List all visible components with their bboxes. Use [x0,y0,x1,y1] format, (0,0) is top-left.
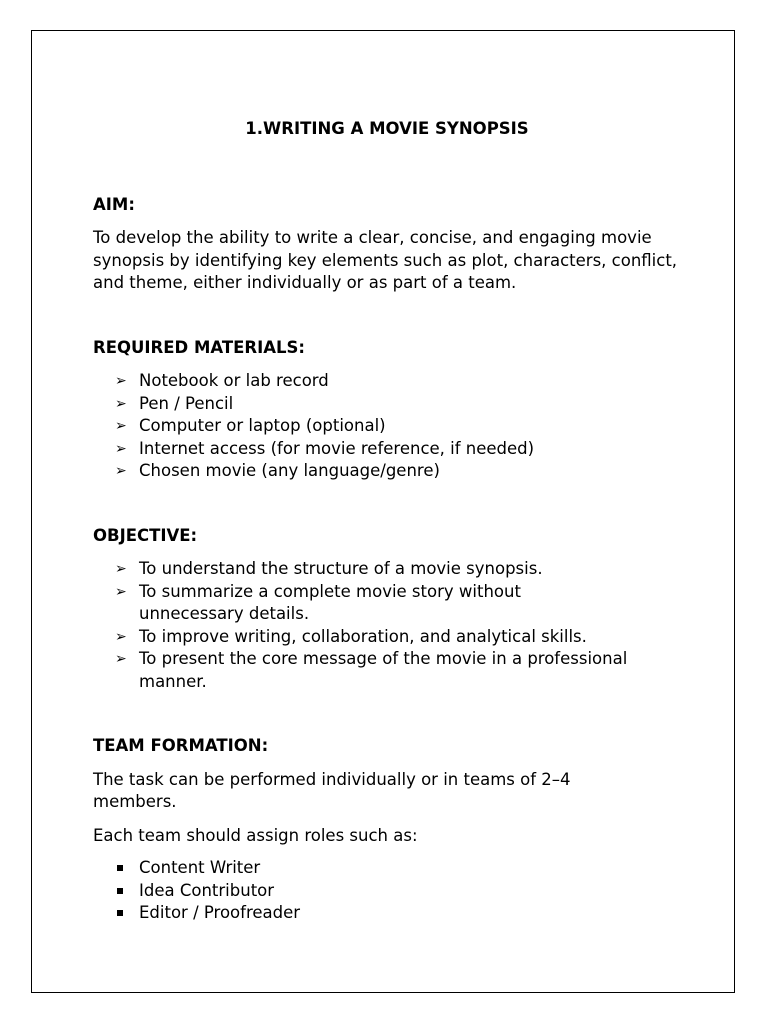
list-item-text: To improve writing, collaboration, and analytical skills. [139,626,587,646]
list-item [93,626,683,649]
list-item [93,857,693,880]
list-item [93,558,683,581]
aim-text: To develop the ability to write a clear, concise, and engaging movie synopsis by identifying key elements such as plot, characters, conflict, and theme, either individually or as part of a team. [93,228,678,292]
list-item [93,370,693,393]
arrow-bullet-icon: ➢ [115,440,127,457]
square-bullet-icon [117,888,123,894]
list-item-text: Idea Contributor [139,880,275,900]
list-item-text: Computer or laptop (optional) [139,416,386,435]
arrow-bullet-icon: ➢ [115,651,127,667]
team-roles-intro: Each team should assign roles such as: [93,825,418,845]
list-item-text: Internet access (for movie reference, if needed) [139,438,535,458]
list-item-text: Pen / Pencil [139,393,234,413]
list-item-text: Chosen movie (any language/genre) [139,461,440,480]
objective-heading: OBJECTIVE: [93,525,198,545]
arrow-bullet-icon: ➢ [115,583,127,600]
aim-heading: AIM: [93,194,135,214]
team-heading: TEAM FORMATION: [93,736,269,755]
list-item-text: To present the core message of the movie in a professional manner. [139,649,628,691]
list-item-text: Notebook or lab record [139,371,329,390]
square-bullet-icon [117,865,123,871]
list-item [93,438,693,461]
objective-list [93,558,683,693]
list-item [93,415,693,438]
arrow-bullet-icon: ➢ [115,561,127,577]
list-item-text: Content Writer [139,858,261,877]
list-item-text: Editor / Proofreader [139,903,301,922]
document-content [93,118,693,925]
list-item-text: To understand the structure of a movie synopsis. [139,559,543,578]
arrow-bullet-icon: ➢ [115,628,127,645]
arrow-bullet-icon: ➢ [115,395,127,412]
arrow-bullet-icon: ➢ [115,418,127,434]
list-item [93,902,693,925]
roles-list [93,857,693,925]
page-title: 1.WRITING A MOVIE SYNOPSIS [245,119,529,138]
materials-list [93,370,693,483]
materials-heading: REQUIRED MATERIALS: [93,337,306,357]
list-item [93,393,693,416]
square-bullet-icon [117,910,123,916]
list-item [93,581,579,626]
arrow-bullet-icon: ➢ [115,373,127,389]
list-item [93,460,693,483]
list-item [93,648,683,693]
list-item-text: To summarize a complete movie story without unnecessary details. [139,581,521,623]
team-text: The task can be performed individually or in teams of 2–4 members. [93,769,571,811]
list-item [93,880,693,903]
arrow-bullet-icon: ➢ [115,463,127,479]
